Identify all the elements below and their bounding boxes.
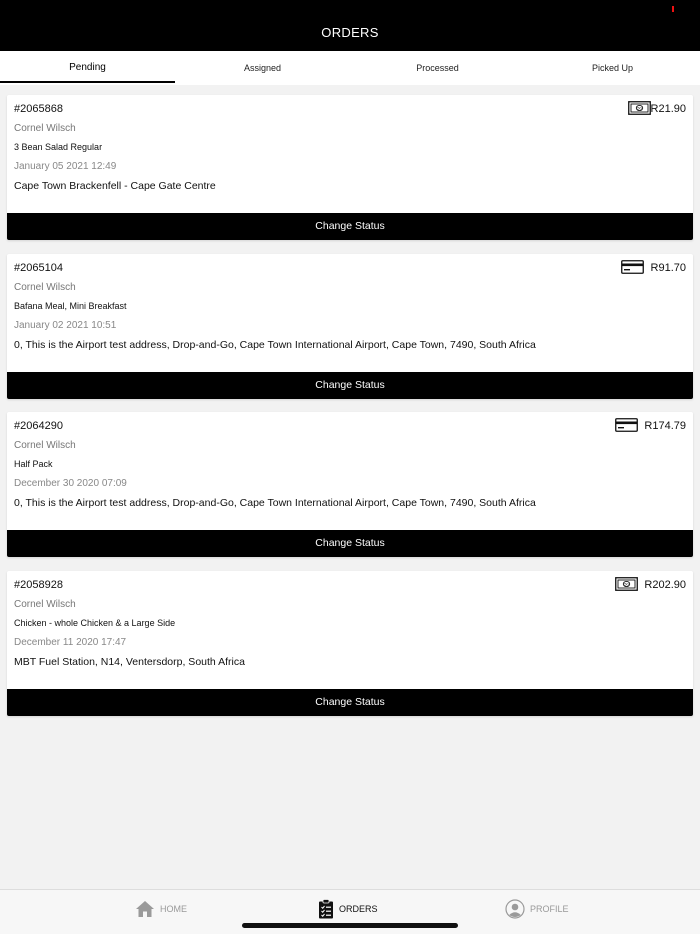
order-price: R174.79 — [644, 420, 686, 432]
order-number: #2065104 — [14, 261, 63, 274]
home-indicator — [242, 923, 458, 928]
credit-card-icon — [615, 418, 638, 432]
svg-text:50: 50 — [637, 105, 642, 111]
customer-name: Cornel Wilsch — [14, 123, 76, 134]
change-status-button[interactable]: Change Status — [7, 530, 693, 557]
delivery-address: 0, This is the Airport test address, Drop-and-Go, Cape Town International Airport, Cape Town, 7490, South Africa — [14, 338, 536, 351]
nav-home[interactable] — [135, 898, 187, 920]
order-items: Chicken - whole Chicken & a Large Side — [14, 617, 176, 628]
delivery-address: 0, This is the Airport test address, Drop-and-Go, Cape Town International Airport, Cape Town, 7490, South Africa — [14, 497, 536, 509]
order-price: R91.70 — [650, 261, 686, 274]
credit-card-icon — [621, 260, 644, 274]
tab-pending[interactable]: Pending — [0, 51, 175, 85]
tab-assigned[interactable]: Assigned — [243, 63, 282, 73]
customer-name: Cornel Wilsch — [14, 598, 76, 610]
order-price: R202.90 — [644, 578, 686, 591]
svg-text:50: 50 — [624, 581, 629, 587]
customer-name: Cornel Wilsch — [14, 281, 76, 293]
order-card — [7, 95, 693, 240]
order-date: December 11 2020 17:47 — [14, 636, 127, 648]
order-card — [7, 412, 693, 557]
nav-profile[interactable] — [505, 898, 569, 920]
status-indicator — [672, 6, 674, 12]
order-number: #2058928 — [14, 578, 63, 591]
order-number: #2065868 — [14, 103, 63, 115]
order-date: January 05 2021 12:49 — [14, 161, 117, 172]
nav-orders[interactable] — [318, 898, 378, 920]
app-header — [0, 0, 700, 51]
tab-picked-up[interactable]: Picked Up — [591, 63, 634, 73]
order-date: January 02 2021 10:51 — [14, 319, 117, 331]
delivery-address: Cape Town Brackenfell - Cape Gate Centre — [14, 180, 216, 192]
customer-name: Cornel Wilsch — [14, 440, 76, 451]
delivery-address: MBT Fuel Station, N14, Ventersdorp, South Africa — [14, 655, 245, 668]
change-status-button[interactable]: Change Status — [7, 689, 693, 716]
user-circle-icon — [505, 899, 525, 919]
page-title: ORDERS — [321, 25, 379, 40]
cash-icon — [615, 577, 638, 591]
home-icon — [135, 900, 155, 918]
change-status-button[interactable]: Change Status — [7, 213, 693, 240]
order-number: #2064290 — [14, 420, 63, 432]
order-list — [7, 95, 693, 729]
tab-processed[interactable]: Processed — [416, 63, 459, 73]
order-items: Bafana Meal, Mini Breakfast — [14, 300, 127, 311]
order-date: December 30 2020 07:09 — [14, 478, 127, 489]
order-tabs — [0, 51, 700, 85]
order-items: 3 Bean Salad Regular — [14, 142, 103, 152]
cash-icon — [628, 101, 651, 115]
nav-profile-label: PROFILE — [530, 904, 569, 914]
order-items: Half Pack — [14, 459, 53, 469]
order-card — [7, 254, 693, 399]
nav-home-label: HOME — [160, 904, 187, 914]
nav-orders-label: ORDERS — [339, 904, 378, 914]
clipboard-list-icon — [318, 899, 334, 919]
order-card — [7, 571, 693, 716]
order-price: R21.90 — [650, 103, 686, 115]
change-status-button[interactable]: Change Status — [7, 372, 693, 399]
